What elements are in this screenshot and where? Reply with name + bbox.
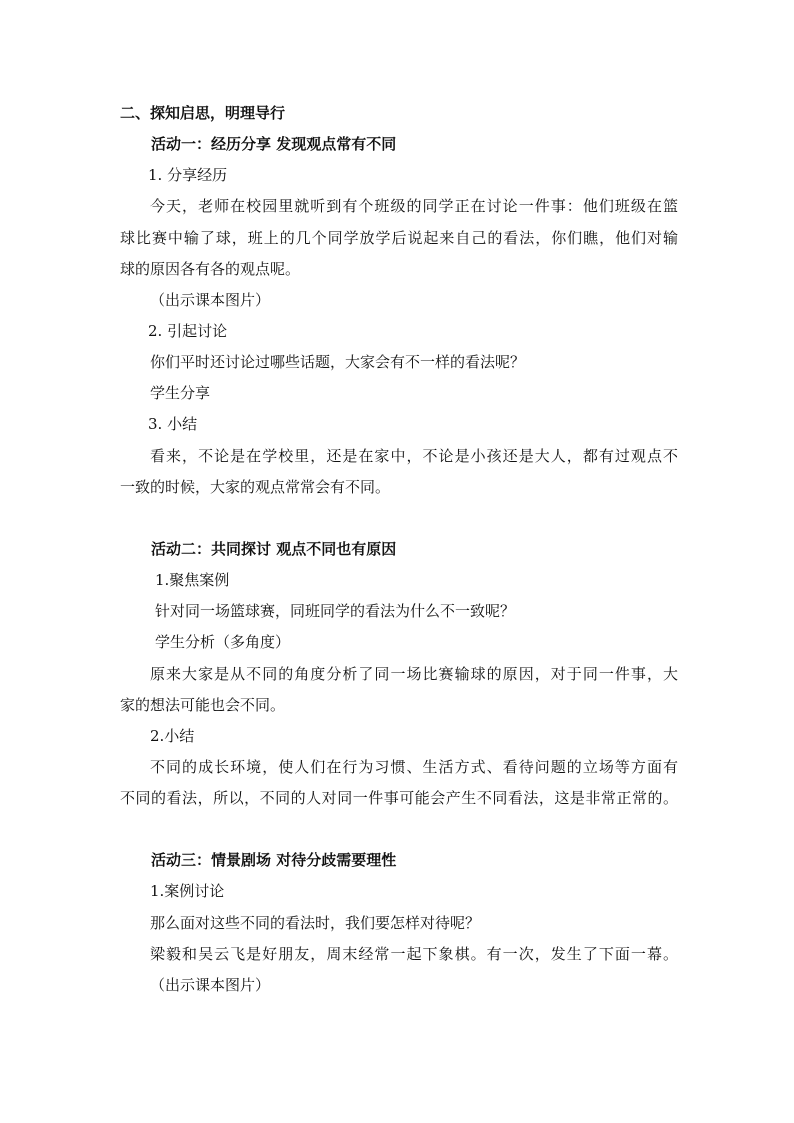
activity-1-paragraph-1-line-1: 今天，老师在校园里就听到有个班级的同学正在讨论一件事：他们班级在篮 xyxy=(150,197,678,215)
activity-3-paragraph-1-line-1: 那么面对这些不同的看法时，我们要怎样对待呢？ xyxy=(150,914,481,932)
activity-1-item-2-label: 2. 引起讨论 xyxy=(148,322,228,340)
activity-2-paragraph-1-line-1: 针对同一场篮球赛，同班同学的看法为什么不一致呢？ xyxy=(155,602,516,620)
activity-2-title: 活动二：共同探讨 观点不同也有原因 xyxy=(151,540,397,558)
activity-3-image-note: （出示课本图片） xyxy=(150,976,271,994)
section-heading: 二、探知启思，明理导行 xyxy=(120,104,286,122)
activity-1-paragraph-1-line-3: 球的原因各有各的观点呢。 xyxy=(120,260,301,278)
activity-2-paragraph-1-line-2: 学生分析（多角度） xyxy=(155,633,291,651)
activity-1-paragraph-1-line-2: 球比赛中输了球，班上的几个同学放学后说起来自己的看法，你们瞧，他们对输 xyxy=(120,229,678,247)
activity-2-paragraph-2-line-1: 原来大家是从不同的角度分析了同一场比赛输球的原因，对于同一件事，大 xyxy=(150,665,678,683)
activity-1-title: 活动一：经历分享 发现观点常有不同 xyxy=(151,135,397,153)
activity-1-paragraph-2-line-2: 学生分享 xyxy=(150,384,211,402)
activity-1-item-1-label: 1. 分享经历 xyxy=(148,166,228,184)
activity-1-item-3-label: 3. 小结 xyxy=(148,415,198,433)
activity-1-paragraph-2-line-1: 你们平时还讨论过哪些话题，大家会有不一样的看法呢？ xyxy=(150,353,526,371)
activity-2-paragraph-3-line-1: 不同的成长环境，使人们在行为习惯、生活方式、看待问题的立场等方面有 xyxy=(150,758,678,776)
activity-1-image-note: （出示课本图片） xyxy=(150,291,271,309)
activity-3-title: 活动三：情景剧场 对待分歧需要理性 xyxy=(151,851,397,869)
activity-2-item-1-label: 1.聚焦案例 xyxy=(155,571,230,589)
activity-1-paragraph-3-line-1: 看来，不论是在学校里，还是在家中，不论是小孩还是大人，都有过观点不 xyxy=(150,447,678,465)
activity-2-item-2-label: 2.小结 xyxy=(150,727,195,745)
activity-3-paragraph-2-line-1: 梁毅和吴云飞是好朋友，周末经常一起下象棋。有一次，发生了下面一幕。 xyxy=(150,945,678,963)
activity-2-paragraph-2-line-2: 家的想法可能也会不同。 xyxy=(120,696,286,714)
activity-2-paragraph-3-line-2: 不同的看法，所以，不同的人对同一件事可能会产生不同看法，这是非常正常的。 xyxy=(120,789,678,807)
activity-1-paragraph-3-line-2: 一致的时候，大家的观点常常会有不同。 xyxy=(120,478,391,496)
activity-3-item-1-label: 1.案例讨论 xyxy=(150,882,225,900)
